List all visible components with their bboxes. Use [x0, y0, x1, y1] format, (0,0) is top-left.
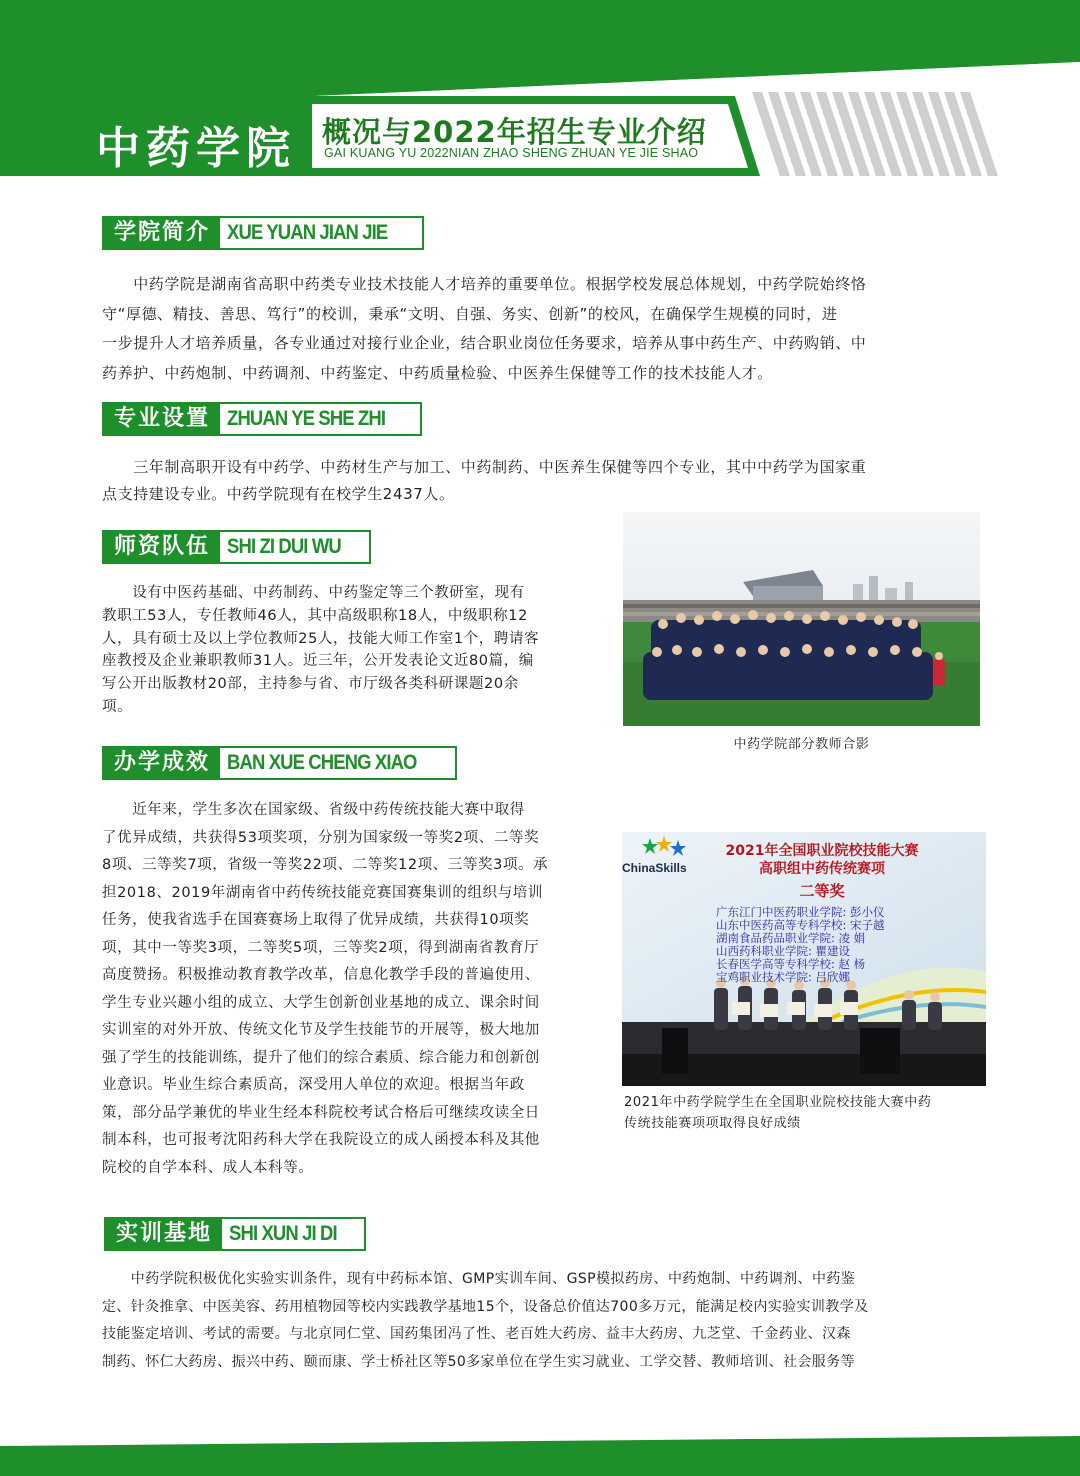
- text-line: 三年制高职开设有中药学、中药材生产与加工、中药制药、中医养生保健等四个专业，其中中药学为国家重: [102, 458, 867, 476]
- section-header-majors: [102, 402, 422, 436]
- caption-line: 2021年中药学院学生在全国职业院校技能大赛中药: [624, 1095, 932, 1110]
- text-line: 担2018、2019年湖南省中药传统技能竞赛国赛集训的组织与培训: [102, 884, 544, 901]
- chinaskills-logo: ChinaSkills: [622, 861, 687, 875]
- text-line: 近年来，学生多次在国家级、省级中药传统技能大赛中取得: [102, 802, 525, 818]
- text-line: 教职工53人，专任教师46人，其中高级职称18人，中级职称12: [102, 607, 528, 624]
- text-line: 制本科，也可报考沈阳药科大学在我院设立的成人函授本科及其他: [102, 1132, 540, 1148]
- intro-paragraph: [102, 270, 982, 388]
- text-line: 学生专业兴趣小组的成立、大学生创新创业基地的成立、课余时间: [102, 994, 540, 1011]
- text-line: 定、针灸推拿、中医美容、药用植物园等校内实践教学基地15个，设备总价值达700多万元，能满足校内实验实训教学及: [102, 1298, 869, 1315]
- award-winner-line: 湖南食品药品职业学院: 凌 娟: [716, 931, 866, 945]
- text-line: 写公开出版教材20部，主持参与省、市厅级各类科研课题20余: [102, 676, 519, 693]
- section-header-faculty: [102, 530, 371, 564]
- award-winner-line: 山西药科职业学院: 瞿建设: [716, 944, 851, 958]
- section-title-cn: 办学成效: [104, 748, 220, 778]
- footer-banner: [0, 1436, 1080, 1476]
- text-line: 强了学生的技能训练，提升了他们的综合素质、综合能力和创新创: [102, 1049, 540, 1066]
- text-line: 一步提升人才培养质量，各专业通过对接行业企业，结合职业岗位任务要求，培养从事中药生产、中药购销、中: [102, 334, 867, 352]
- text-line: 守“厚德、精技、善思、笃行”的校训，秉承“文明、自强、务实、创新”的校风，在确保学生规模的同时，进: [102, 304, 838, 323]
- award-ceremony-photo: [622, 832, 986, 1086]
- faculty-paragraph: [102, 582, 606, 719]
- text-line: 业意识。毕业生综合素质高，深受用人单位的欢迎。根据当年政: [102, 1077, 525, 1093]
- text-line: 项。: [102, 698, 133, 715]
- text-line: 院校的自学本科、成人本科等。: [102, 1159, 314, 1176]
- section-title-cn: 实训基地: [106, 1219, 222, 1249]
- award-prize: 二等奖: [799, 882, 845, 900]
- award-winner-line: 广东江门中医药职业学院: 彭小仪: [716, 905, 885, 919]
- text-line: 8项、三等奖7项，省级一等奖22项、二等奖12项、三等奖3项。承: [102, 857, 549, 873]
- award-winner-line: 长春医学高等专科学校: 赵 杨: [716, 957, 866, 971]
- section-title-cn: 专业设置: [104, 404, 220, 434]
- section-title-pinyin: BAN XUE CHENG XIAO: [227, 751, 417, 774]
- text-line: 任务，使我省选手在国赛赛场上取得了优异成绩，共获得10项奖: [102, 912, 530, 928]
- award-photo-caption: [624, 1092, 984, 1134]
- text-line: 实训室的对外开放、传统文化节及学生技能节的开展等，极大地加: [102, 1022, 540, 1038]
- text-line: 中药学院是湖南省高职中药类专业技术技能人才培养的重要单位。根据学校发展总体规划，中药学院始终恪: [102, 275, 867, 293]
- section-title-pinyin: XUE YUAN JIAN JIE: [227, 221, 388, 244]
- section-title-pinyin: SHI ZI DUI WU: [227, 535, 341, 558]
- section-title-pinyin: ZHUAN YE SHE ZHI: [227, 407, 386, 430]
- faculty-group-photo: [623, 512, 980, 726]
- text-line: 座教授及企业兼职教师31人。近三年，公开发表论文近80篇，编: [102, 653, 534, 670]
- section-header-results: [102, 746, 457, 780]
- text-line: 制药、怀仁大药房、振兴中药、颐而康、学士桥社区等50多家单位在学生实习就业、工学交替、教师培训、社会服务等: [102, 1353, 856, 1370]
- page-subtitle: 概况与2022年招生专业介绍: [322, 115, 707, 149]
- text-line: 了优异成绩，共获得53项奖项，分别为国家级一等奖2项、二等奖: [102, 829, 540, 846]
- section-header-intro: [102, 216, 424, 250]
- page-title: 中药学院: [96, 123, 296, 174]
- caption-line: 传统技能赛项项取得良好成绩: [624, 1116, 801, 1131]
- text-line: 中药学院积极优化实验实训条件，现有中药标本馆、GMP实训车间、GSP模拟药房、中药炮制、中药调剂、中药鉴: [102, 1271, 856, 1287]
- text-line: 技能鉴定培训、考试的需要。与北京同仁堂、国药集团冯了性、老百姓大药房、益丰大药房、九芝堂、千金药业、汉森: [102, 1326, 851, 1342]
- text-line: 高度赞扬。积极推动教育教学改革，信息化教学手段的普遍使用、: [102, 967, 540, 983]
- section-header-training: [104, 1217, 366, 1251]
- text-line: 设有中医药基础、中药制药、中药鉴定等三个教研室，现有: [102, 585, 525, 601]
- section-title-cn: 师资队伍: [104, 532, 220, 562]
- text-line: 药养护、中药炮制、中药调剂、中药鉴定、中药质量检验、中医养生保健等工作的技术技能人才。: [102, 363, 773, 382]
- award-title-line1: 2021年全国职业院校技能大赛: [725, 843, 919, 859]
- section-title-pinyin: SHI XUN JI DI: [229, 1222, 337, 1245]
- award-winner-line: 山东中医药高等专科学校: 宋子越: [716, 918, 885, 932]
- page-subtitle-pinyin: GAI KUANG YU 2022NIAN ZHAO SHENG ZHUAN YE JIE SHAO: [324, 146, 699, 160]
- text-line: 策，部分品学兼优的毕业生经本科院校考试合格后可继续攻读全日: [102, 1104, 540, 1121]
- majors-paragraph: [102, 454, 982, 508]
- award-title-line2: 高职组中药传统赛项: [759, 861, 885, 877]
- text-line: 点支持建设专业。中药学院现有在校学生2437人。: [102, 485, 455, 503]
- results-paragraph: [102, 797, 606, 1182]
- award-winner-line: 宝鸡职业技术学院: 吕欣娜: [716, 970, 851, 984]
- section-title-cn: 学院简介: [104, 218, 220, 248]
- text-line: 项，其中一等奖3项，二等奖5项，三等奖2项，得到湖南省教育厅: [102, 939, 540, 956]
- training-paragraph: [102, 1266, 982, 1376]
- text-line: 人，具有硕士及以上学位教师25人，技能大师工作室1个，聘请客: [102, 630, 540, 647]
- faculty-photo-caption: 中药学院部分教师合影: [733, 737, 870, 752]
